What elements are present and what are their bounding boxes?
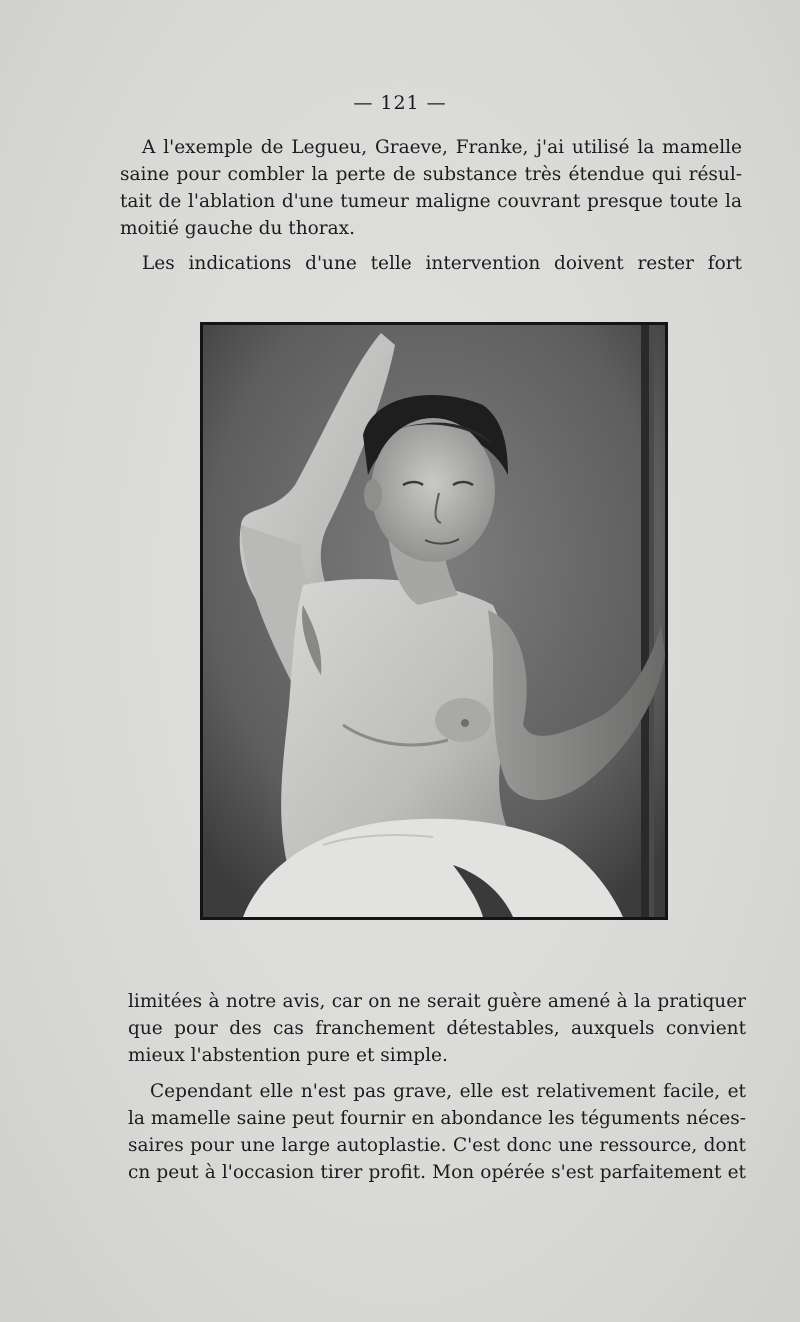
text-line: que pour des cas franchement détestables, auxquels convient	[128, 1018, 746, 1039]
text-line: saires pour une large autoplastie. C'est donc une ressource, dont	[128, 1135, 746, 1156]
text-line: mieux l'abstention pure et simple.	[128, 1045, 448, 1066]
text-line: moitié gauche du thorax.	[120, 218, 355, 239]
text-line: limitées à notre avis, car on ne serait guère amené à la pratiquer	[128, 991, 746, 1012]
paragraph-4	[128, 1078, 746, 1186]
paragraph-3	[128, 988, 746, 1069]
text-line: Cependant elle n'est pas grave, elle est relativement facile, et	[150, 1081, 746, 1102]
text-line: tait de l'ablation d'une tumeur maligne couvrant presque toute la	[120, 191, 742, 212]
patient-photograph	[200, 322, 668, 920]
page-number: — 121 —	[353, 92, 447, 114]
text-line: saine pour combler la perte de substance très étendue qui résul-	[120, 164, 742, 185]
text-line: cn peut à l'occasion tirer profit. Mon opérée s'est parfaitement et	[128, 1162, 746, 1183]
text-line: Les indications d'une telle intervention doivent rester fort	[142, 253, 742, 274]
text-line: A l'exemple de Legueu, Graeve, Franke, j'ai utilisé la mamelle	[142, 137, 742, 158]
paragraph-2	[120, 250, 742, 277]
photograph-icon	[203, 325, 665, 917]
paragraph-1	[120, 134, 742, 242]
text-line: la mamelle saine peut fournir en abondance les téguments néces-	[128, 1108, 746, 1129]
